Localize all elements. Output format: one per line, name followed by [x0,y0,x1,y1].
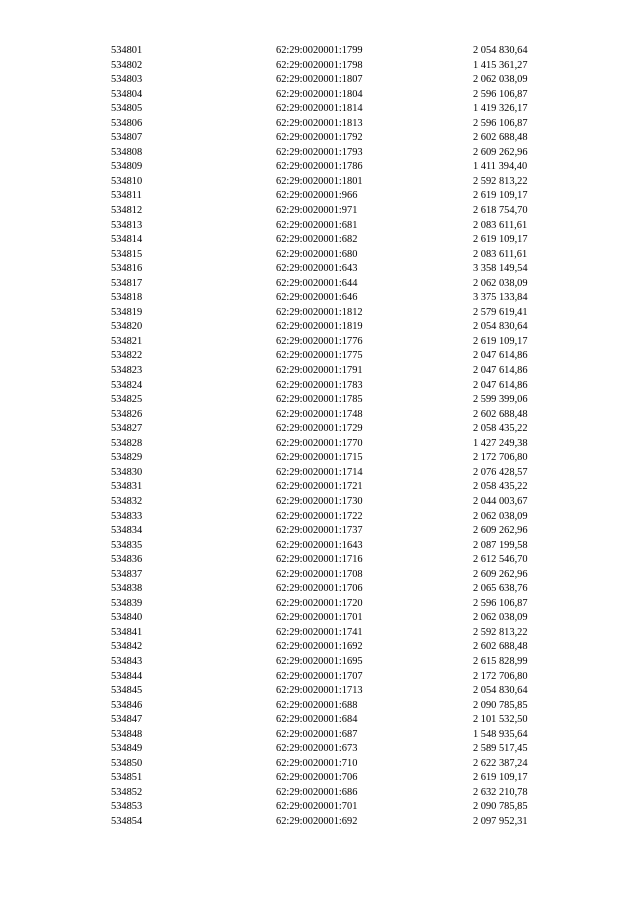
row-number: 534830 [111,466,143,478]
table-row [0,277,640,292]
cadastral-value: 2 619 109,17 [473,772,528,784]
cadastral-value: 2 579 619,41 [473,306,528,318]
cadastral-number: 62:29:0020001:701 [276,801,358,813]
cadastral-value: 2 062 038,09 [473,612,528,624]
table-row [0,306,640,321]
row-number: 534833 [111,510,143,522]
table-row [0,160,640,175]
cadastral-number: 62:29:0020001:1813 [276,117,363,129]
cadastral-number: 62:29:0020001:1799 [276,45,363,56]
cadastral-value: 2 054 830,64 [473,45,528,56]
cadastral-value: 2 058 435,22 [473,423,528,435]
cadastral-value: 2 618 754,70 [473,205,528,217]
row-number: 534842 [111,641,143,653]
table-row [0,408,640,423]
cadastral-number: 62:29:0020001:1692 [276,641,363,653]
cadastral-number: 62:29:0020001:1714 [276,466,363,478]
row-number: 534802 [111,59,143,71]
row-number: 534854 [111,815,143,827]
cadastral-value: 2 044 003,67 [473,495,528,507]
row-number: 534817 [111,277,143,289]
cadastral-value: 2 596 106,87 [473,597,528,609]
cadastral-value: 2 599 399,06 [473,394,528,406]
row-number: 534811 [111,190,142,202]
cadastral-value: 2 622 387,24 [473,757,528,769]
row-number: 534826 [111,408,143,420]
cadastral-value: 1 427 249,38 [473,437,528,449]
cadastral-number: 62:29:0020001:1729 [276,423,363,435]
row-number: 534805 [111,103,143,115]
table-row [0,335,640,350]
cadastral-value: 1 419 326,17 [473,103,528,115]
table-row [0,480,640,495]
row-number: 534809 [111,161,143,173]
table-row [0,146,640,161]
cadastral-number: 62:29:0020001:1812 [276,306,363,318]
cadastral-value: 2 090 785,85 [473,699,528,711]
row-number: 534841 [111,626,143,638]
table-row [0,699,640,714]
table-row [0,728,640,743]
row-number: 534836 [111,554,143,566]
row-number: 534827 [111,423,143,435]
cadastral-value: 2 592 813,22 [473,175,528,187]
row-number: 534835 [111,539,143,551]
cadastral-number: 62:29:0020001:1791 [276,365,363,377]
cadastral-number: 62:29:0020001:692 [276,815,358,827]
row-number: 534851 [111,772,143,784]
cadastral-number: 62:29:0020001:1643 [276,539,363,551]
table-row [0,233,640,248]
cadastral-value: 2 632 210,78 [473,786,528,798]
cadastral-value: 2 172 706,80 [473,670,528,682]
table-row [0,713,640,728]
table-row [0,349,640,364]
cadastral-value: 1 548 935,64 [473,728,528,740]
table-row [0,771,640,786]
row-number: 534839 [111,597,143,609]
table-row [0,611,640,626]
table-body [0,44,640,830]
table-row [0,466,640,481]
cadastral-value: 3 358 149,54 [473,263,528,275]
table-row [0,437,640,452]
row-number: 534813 [111,219,143,231]
table-row [0,73,640,88]
cadastral-number: 62:29:0020001:688 [276,699,358,711]
cadastral-value: 2 047 614,86 [473,379,528,391]
cadastral-number: 62:29:0020001:1793 [276,146,363,158]
row-number: 534844 [111,670,143,682]
row-number: 534834 [111,525,143,537]
cadastral-number: 62:29:0020001:1716 [276,554,363,566]
row-number: 534852 [111,786,143,798]
row-number: 534816 [111,263,143,275]
cadastral-value: 2 054 830,64 [473,685,528,697]
row-number: 534831 [111,481,143,493]
cadastral-number: 62:29:0020001:684 [276,714,358,726]
cadastral-value: 2 602 688,48 [473,641,528,653]
cadastral-value: 2 062 038,09 [473,74,528,86]
row-number: 534824 [111,379,143,391]
row-number: 534849 [111,743,143,755]
row-number: 534820 [111,321,143,333]
cadastral-number: 62:29:0020001:971 [276,205,358,217]
table-row [0,510,640,525]
row-number: 534832 [111,495,143,507]
cadastral-value: 2 612 546,70 [473,554,528,566]
cadastral-number: 62:29:0020001:1707 [276,670,363,682]
table-row [0,219,640,234]
cadastral-value: 2 609 262,96 [473,525,528,537]
row-number: 534819 [111,306,143,318]
cadastral-number: 62:29:0020001:643 [276,263,358,275]
cadastral-value: 2 083 611,61 [473,248,528,260]
table-row [0,262,640,277]
cadastral-number: 62:29:0020001:1786 [276,161,363,173]
table-row [0,189,640,204]
cadastral-value: 2 058 435,22 [473,481,528,493]
row-number: 534804 [111,88,143,100]
table-row [0,626,640,641]
table-row [0,553,640,568]
row-number: 534801 [111,45,143,56]
row-number: 534810 [111,175,143,187]
cadastral-value: 2 602 688,48 [473,408,528,420]
cadastral-number: 62:29:0020001:687 [276,728,358,740]
cadastral-number: 62:29:0020001:966 [276,190,358,202]
cadastral-number: 62:29:0020001:1798 [276,59,363,71]
cadastral-value: 2 619 109,17 [473,234,528,246]
table-row [0,524,640,539]
cadastral-number: 62:29:0020001:680 [276,248,358,260]
cadastral-value: 2 609 262,96 [473,568,528,580]
cadastral-value: 2 097 952,31 [473,815,528,827]
row-number: 534822 [111,350,143,362]
cadastral-number: 62:29:0020001:1819 [276,321,363,333]
table-row [0,597,640,612]
table-row [0,568,640,583]
table-row [0,757,640,772]
row-number: 534828 [111,437,143,449]
cadastral-value: 2 065 638,76 [473,583,528,595]
cadastral-number: 62:29:0020001:1713 [276,685,363,697]
row-number: 534806 [111,117,143,129]
row-number: 534807 [111,132,143,144]
cadastral-number: 62:29:0020001:673 [276,743,358,755]
cadastral-number: 62:29:0020001:1701 [276,612,363,624]
cadastral-value: 2 083 611,61 [473,219,528,231]
cadastral-value: 2 087 199,58 [473,539,528,551]
cadastral-number: 62:29:0020001:681 [276,219,358,231]
cadastral-value: 2 172 706,80 [473,452,528,464]
row-number: 534838 [111,583,143,595]
table-row [0,800,640,815]
row-number: 534818 [111,292,143,304]
table-row [0,742,640,757]
table-row [0,786,640,801]
cadastral-number: 62:29:0020001:1715 [276,452,363,464]
row-number: 534823 [111,365,143,377]
cadastral-number: 62:29:0020001:1737 [276,525,363,537]
table-row [0,175,640,190]
cadastral-number: 62:29:0020001:644 [276,277,358,289]
row-number: 534840 [111,612,143,624]
row-number: 534848 [111,728,143,740]
cadastral-number: 62:29:0020001:706 [276,772,358,784]
table-row [0,670,640,685]
cadastral-value: 2 615 828,99 [473,655,528,667]
row-number: 534843 [111,655,143,667]
cadastral-number: 62:29:0020001:1748 [276,408,363,420]
cadastral-number: 62:29:0020001:1801 [276,175,363,187]
cadastral-number: 62:29:0020001:1792 [276,132,363,144]
table-row [0,539,640,554]
table-row [0,88,640,103]
cadastral-number: 62:29:0020001:682 [276,234,358,246]
table-row [0,102,640,117]
table-row [0,44,640,59]
row-number: 534850 [111,757,143,769]
cadastral-number: 62:29:0020001:1775 [276,350,363,362]
row-number: 534845 [111,685,143,697]
table-row [0,640,640,655]
cadastral-number: 62:29:0020001:1730 [276,495,363,507]
row-number: 534837 [111,568,143,580]
cadastral-value: 3 375 133,84 [473,292,528,304]
cadastral-number: 62:29:0020001:1708 [276,568,363,580]
cadastral-number: 62:29:0020001:1706 [276,583,363,595]
cadastral-number: 62:29:0020001:1807 [276,74,363,86]
table-row [0,655,640,670]
row-number: 534803 [111,74,143,86]
row-number: 534812 [111,205,143,217]
table-row [0,393,640,408]
table-row [0,495,640,510]
cadastral-number: 62:29:0020001:1722 [276,510,363,522]
table-row [0,451,640,466]
cadastral-value: 2 619 109,17 [473,335,528,347]
row-number: 534808 [111,146,143,158]
cadastral-value: 2 047 614,86 [473,365,528,377]
table-row [0,582,640,597]
row-number: 534829 [111,452,143,464]
cadastral-number: 62:29:0020001:1776 [276,335,363,347]
table-row [0,117,640,132]
table-row [0,131,640,146]
cadastral-value: 2 101 532,50 [473,714,528,726]
table-row [0,204,640,219]
cadastral-value: 2 602 688,48 [473,132,528,144]
row-number: 534815 [111,248,143,260]
row-number: 534846 [111,699,143,711]
cadastral-number: 62:29:0020001:1783 [276,379,363,391]
cadastral-number: 62:29:0020001:710 [276,757,358,769]
table-row [0,815,640,830]
cadastral-value: 2 062 038,09 [473,277,528,289]
row-number: 534814 [111,234,143,246]
cadastral-number: 62:29:0020001:1814 [276,103,363,115]
cadastral-value: 2 596 106,87 [473,117,528,129]
cadastral-number: 62:29:0020001:1741 [276,626,363,638]
cadastral-value: 2 062 038,09 [473,510,528,522]
cadastral-number: 62:29:0020001:1720 [276,597,363,609]
cadastral-value: 2 592 813,22 [473,626,528,638]
row-number: 534821 [111,335,143,347]
table-row [0,379,640,394]
cadastral-value: 2 090 785,85 [473,801,528,813]
cadastral-value: 2 596 106,87 [473,88,528,100]
cadastral-value: 2 076 428,57 [473,466,528,478]
cadastral-value: 2 609 262,96 [473,146,528,158]
cadastral-value: 1 415 361,27 [473,59,528,71]
cadastral-number: 62:29:0020001:1785 [276,394,363,406]
cadastral-value: 2 054 830,64 [473,321,528,333]
table-row [0,59,640,74]
table-row [0,684,640,699]
row-number: 534853 [111,801,143,813]
table-row [0,364,640,379]
cadastral-value: 2 589 517,45 [473,743,528,755]
cadastral-number: 62:29:0020001:1770 [276,437,363,449]
cadastral-number: 62:29:0020001:646 [276,292,358,304]
row-number: 534825 [111,394,143,406]
cadastral-number: 62:29:0020001:686 [276,786,358,798]
table-row [0,248,640,263]
table-row [0,291,640,306]
cadastral-number: 62:29:0020001:1804 [276,88,363,100]
cadastral-value: 2 619 109,17 [473,190,528,202]
cadastral-value: 1 411 394,40 [473,161,528,173]
cadastral-number: 62:29:0020001:1695 [276,655,363,667]
row-number: 534847 [111,714,143,726]
cadastral-number: 62:29:0020001:1721 [276,481,363,493]
cadastral-value: 2 047 614,86 [473,350,528,362]
table-row [0,320,640,335]
table-row [0,422,640,437]
